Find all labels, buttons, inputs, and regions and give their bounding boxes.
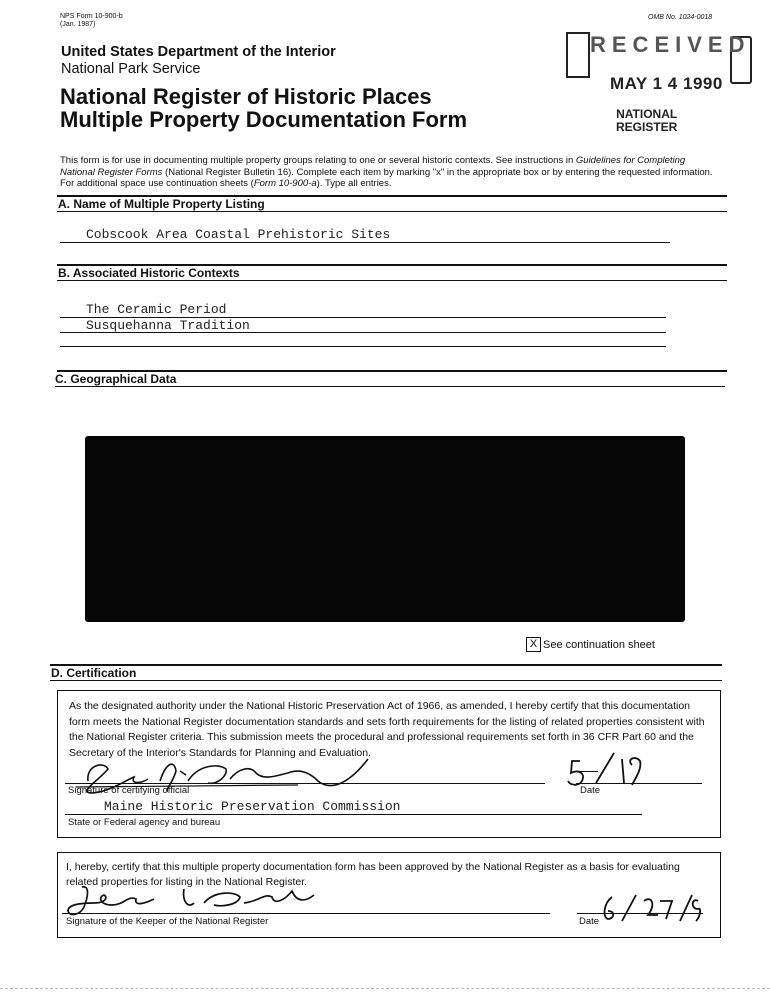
keeper-signature-label: Signature of the Keeper of the National Register: [66, 916, 269, 927]
historic-context-1: The Ceramic Period: [86, 302, 227, 317]
omb-number: OMB No. 1024-0018: [648, 14, 713, 21]
received-date: MAY 1 4 1990: [610, 74, 723, 93]
date-line-2: [577, 913, 703, 914]
received-stamp: [566, 30, 751, 93]
section-b-heading: B. Associated Historic Contexts: [58, 266, 240, 280]
form-number: NPS Form 10-900-b: [60, 13, 123, 20]
instructions-text-3: ). Type all entries.: [316, 178, 392, 189]
form-date: (Jan. 1987): [60, 21, 96, 28]
section-a-heading: A. Name of Multiple Property Listing: [58, 197, 265, 211]
section-c-heading: C. Geographical Data: [55, 372, 177, 386]
national-register-stamp: [616, 108, 677, 134]
section-c-bottom-rule: [55, 386, 725, 387]
section-a-bottom-rule: [57, 211, 727, 212]
approval-box: [57, 852, 721, 938]
instructions-form: Form 10-900-a: [253, 178, 317, 189]
state-agency-value: Maine Historic Preservation Commission: [104, 799, 401, 814]
section-a-entry-line: [60, 242, 670, 243]
form-title-line2: Multiple Property Documentation Form: [60, 107, 468, 132]
agency-label: State or Federal agency and bureau: [68, 817, 221, 828]
date-label-1: Date: [580, 785, 601, 796]
approval-date-handwritten: [598, 891, 708, 925]
page-bottom-rule: [0, 988, 770, 989]
section-d-bottom-rule: [50, 680, 722, 681]
multiple-property-name: Cobscook Area Coastal Prehistoric Sites: [86, 227, 391, 242]
stamp-line-register: REGISTER: [616, 120, 678, 134]
historic-context-2: Susquehanna Tradition: [86, 318, 250, 333]
stamp-line-national: NATIONAL: [616, 107, 678, 121]
signature-line-2: [62, 913, 550, 914]
section-b-line-2: [60, 332, 666, 333]
section-b-bottom-rule: [57, 280, 727, 281]
section-b-line-3: [60, 346, 666, 347]
keeper-signature: [64, 881, 344, 921]
continuation-checkbox[interactable]: X: [526, 637, 541, 652]
instructions: [60, 155, 720, 190]
agency-line: [65, 814, 642, 815]
approval-statement: I, hereby, certify that this multiple property documentation form has been approved by the National Register as a basis for evaluating related properties for listing in the National Register.: [66, 861, 680, 888]
section-d-top-rule: [50, 664, 722, 666]
service-name: National Park Service: [61, 61, 201, 77]
date-label-2: Date: [579, 916, 600, 927]
signature-label: Signature of certifying official: [68, 785, 190, 796]
date-line-1: [576, 783, 702, 784]
redacted-geographical-data: [85, 436, 685, 622]
continuation-label: See continuation sheet: [543, 639, 655, 651]
certification-statement: As the designated authority under the National Historic Preservation Act of 1966, as amended, I hereby certify that this documentation form meets the National Register documentation standards and sets forth requirements for the listing of related properties consistent with the National Register criteria. This submission meets the procedural and professional requirements set forth in 36 CFR Part 60 and the Secretary of the Interior's Standards for Planning and Evaluation.: [69, 700, 705, 759]
instructions-text-1: This form is for use in documenting multiple property groups relating to one or several historic contexts. See instructions in: [60, 155, 576, 166]
department-name: United States Department of the Interior: [61, 44, 336, 60]
instructions-text-2: (National Register Bulletin 16). Complete each item by marking "x" in the appropriate box or by entering the requested information. For additional space use continuation sheets (: [60, 166, 713, 189]
form-title-line1: National Register of Historic Places: [60, 84, 432, 109]
signature-line-1: [65, 783, 545, 784]
section-d-heading: D. Certification: [51, 666, 137, 680]
received-text: RECEIVED: [590, 32, 751, 57]
instructions-guideline: Guidelines for Completing National Register Forms: [60, 155, 686, 178]
certification-box: [57, 690, 721, 838]
